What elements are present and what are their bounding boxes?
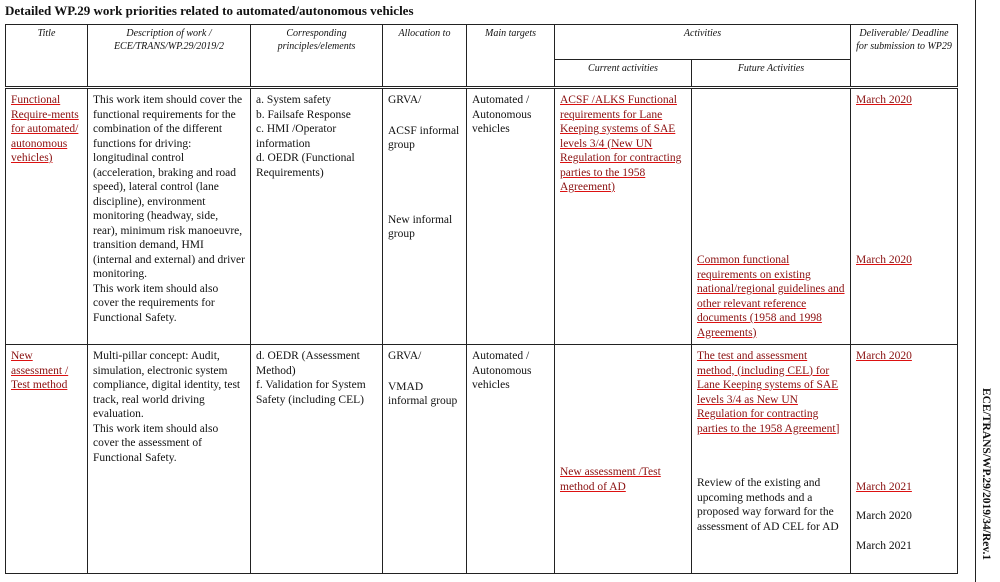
- margin-rule: [975, 0, 976, 582]
- row-principles-cell: [251, 345, 383, 574]
- row-current-cell: [555, 88, 692, 345]
- principle-item: d. OEDR (Assessment Method): [256, 350, 360, 377]
- header-title: Title: [6, 25, 88, 88]
- principle-item: b. Failsafe Response: [256, 108, 351, 121]
- header-deliverable: Deliverable/ Deadline for submission to WP29: [851, 25, 958, 88]
- table-row: [6, 345, 958, 574]
- header-description: Description of work / ECE/TRANS/WP.29/2019/2: [88, 25, 251, 88]
- row-targets-cell: [467, 345, 555, 574]
- common-requirements-link[interactable]: Common functional requirements on existing national/regional guidelines and other relevant reference documents (1958 and 1998 Agreements): [697, 254, 845, 339]
- row-deadline-cell: [851, 88, 958, 345]
- deadline-text: March 2021: [856, 539, 912, 552]
- row-allocation-cell: [383, 345, 467, 574]
- header-allocation: Allocation to: [383, 25, 467, 88]
- page-title: Detailed WP.29 work priorities related to automated/autonomous vehicles: [5, 3, 414, 18]
- header-current-activities: Current activities: [555, 60, 692, 88]
- deadline-link[interactable]: March 2020: [856, 350, 912, 362]
- targets-text: Automated / Autonomous vehicles: [472, 94, 532, 135]
- work-priorities-table: [5, 24, 958, 574]
- allocation-text: VMAD informal group: [388, 380, 458, 407]
- targets-text: Automated / Autonomous vehicles: [472, 350, 532, 391]
- acsf-alks-link[interactable]: ACSF /ALKS Functional requirements for Lane Keeping systems of SAE levels 3/4 (New UN Regulation for contracting parties to the 1958 Agreement): [560, 94, 682, 193]
- test-assessment-link[interactable]: The test and assessment method, (including CEL) for Lane Keeping systems of SAE levels 3/4 as New UN Regulation for contracting parties to the 1958 Agreement]: [697, 350, 840, 435]
- deadline-link[interactable]: March 2021: [856, 480, 912, 493]
- table-row: [6, 88, 958, 345]
- row-title-cell: [6, 88, 88, 345]
- description-text: Multi-pillar concept: Audit, simulation, electronic system compliance, digital identity, test track, real world driving evaluation.: [93, 350, 241, 420]
- description-text-2: This work item should also cover the assessment of Functional Safety.: [93, 422, 219, 464]
- principle-item: f. Validation for System Safety (including CEL): [256, 379, 366, 406]
- deadline-link[interactable]: March 2020: [856, 253, 912, 266]
- header-future-activities: Future Activities: [692, 60, 851, 88]
- row-title-cell: [6, 345, 88, 574]
- deadline-text: March 2020: [856, 510, 912, 522]
- functional-requirements-link[interactable]: Functional Require-ments for automated/ autonomous vehicles): [11, 94, 79, 164]
- new-assessment-link[interactable]: New assessment / Test method: [11, 350, 69, 391]
- principle-item: a. System safety: [256, 94, 332, 106]
- row-future-cell: [692, 345, 851, 574]
- principle-item: d. OEDR (Functional Requirements): [256, 152, 355, 179]
- header-targets: Main targets: [467, 25, 555, 88]
- row-deadline-cell: [851, 345, 958, 574]
- row-future-cell: [692, 88, 851, 345]
- row-principles-cell: [251, 88, 383, 345]
- row-description-cell: [88, 345, 251, 574]
- row-description-cell: [88, 88, 251, 345]
- description-text: This work item should cover the functional requirements for the combination of the different functions for driving: longitudinal control (acceleration, braking and road speed), lateral control (lane discipline), environment monitoring (headway, side, rear), minimum risk manoeuvre, transition demand, HMI (internal and external) and driver monitoring.: [93, 94, 245, 280]
- document-symbol: ECE/TRANS/WP.29/2019/34/Rev.1: [980, 388, 992, 561]
- description-text-2: This work item should also cover the requirements for Functional Safety.: [93, 282, 219, 324]
- new-assessment-ad-link[interactable]: New assessment /Test method of AD: [560, 466, 661, 493]
- allocation-text: New informal group: [388, 213, 453, 240]
- header-principles: Corresponding principles/elements: [251, 25, 383, 88]
- review-methods-text: Review of the existing and upcoming methods and a proposed way forward for the assessment of AD CEL for AD: [697, 477, 839, 533]
- row-allocation-cell: [383, 88, 467, 345]
- header-activities: Activities: [555, 25, 851, 60]
- row-targets-cell: [467, 88, 555, 345]
- allocation-text: ACSF informal group: [388, 124, 460, 151]
- principle-item: c. HMI /Operator information: [256, 123, 337, 150]
- row-current-cell: [555, 345, 692, 574]
- allocation-text: GRVA/: [388, 350, 422, 362]
- deadline-link[interactable]: March 2020: [856, 94, 912, 106]
- allocation-text: GRVA/: [388, 94, 422, 106]
